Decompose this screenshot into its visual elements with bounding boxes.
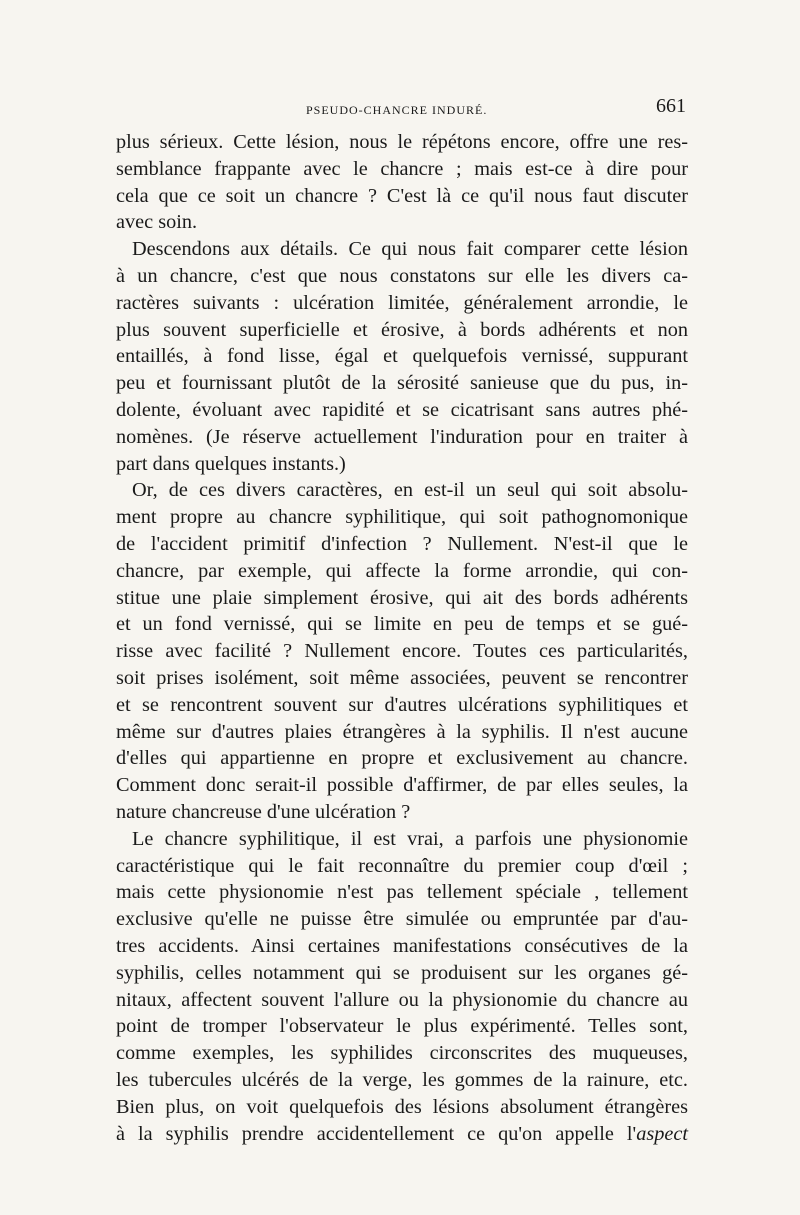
page-header: [116, 95, 688, 129]
text-line: entaillés, à fond lisse, égal et quelquefois vernissé, suppurant: [116, 345, 688, 368]
text-line: Comment donc serait-il possible d'affirmer, de par elles seules, la: [116, 774, 688, 797]
text-line: syphilis, celles notamment qui se produisent sur les organes gé-: [116, 961, 688, 984]
text-line: Descendons aux détails. Ce qui nous fait comparer cette lésion: [132, 238, 688, 261]
text-line: plus souvent superficielle et érosive, à bords adhérents et non: [116, 318, 688, 341]
text-line: et un fond vernissé, qui se limite en peu de temps et se gué-: [116, 613, 688, 636]
text-line: ractères suivants : ulcération limitée, généralement arrondie, le: [116, 291, 688, 314]
text-line: tres accidents. Ainsi certaines manifestations consécutives de la: [116, 935, 688, 957]
text-line: nitaux, affectent souvent l'allure ou la physionomie du chancre au: [116, 988, 688, 1011]
text-line: dolente, évoluant avec rapidité et se cicatrisant sans autres phé-: [116, 399, 688, 421]
text-line: cela que ce soit un chancre ? C'est là ce qu'il nous faut discuter: [116, 184, 688, 207]
text-line: Le chancre syphilitique, il est vrai, a parfois une physionomie: [132, 827, 688, 850]
running-head: PSEUDO-CHANCRE INDURÉ.: [306, 103, 488, 117]
text-line: plus sérieux. Cette lésion, nous le répétons encore, offre une res-: [116, 131, 688, 153]
text-line: semblance frappante avec le chancre ; mais est-ce à dire pour: [116, 157, 688, 180]
page-number: 661: [656, 95, 686, 117]
text-line: à la syphilis prendre accidentellement ce qu'on appelle l'aspect: [116, 1122, 688, 1145]
text-line: part dans quelques instants.): [116, 452, 346, 475]
book-page: [116, 95, 688, 1145]
text-line: risse avec facilité ? Nullement encore. Toutes ces particularités,: [116, 640, 688, 663]
text-line: point de tromper l'observateur le plus expérimenté. Telles sont,: [116, 1015, 688, 1038]
italic-word: aspect: [636, 1122, 688, 1145]
text-line: soit prises isolément, soit même associées, peuvent se rencontrer: [116, 667, 688, 689]
text-line: avec soin.: [116, 211, 198, 234]
text-line: nature chancreuse d'une ulcération ?: [116, 801, 411, 823]
text-line: d'elles qui appartienne en propre et exclusivement au chancre.: [116, 747, 688, 770]
text-line: les tubercules ulcérés de la verge, les gommes de la rainure, etc.: [116, 1069, 688, 1091]
text-line: à un chancre, c'est que nous constatons sur elle les divers ca-: [116, 265, 688, 287]
text-line: Or, de ces divers caractères, en est-il un seul qui soit absolu-: [132, 479, 688, 502]
text-line: peu et fournissant plutôt de la sérosité sanieuse que du pus, in-: [116, 372, 688, 395]
text-line: stitue une plaie simplement érosive, qui ait des bords adhérents: [116, 586, 688, 609]
text-line: mais cette physionomie n'est pas tellement spéciale , tellement: [116, 881, 688, 904]
text-line: chancre, par exemple, qui affecte la forme arrondie, qui con-: [116, 559, 688, 582]
text-line: comme exemples, les syphilides circonscrites des muqueuses,: [116, 1042, 688, 1065]
text-line: même sur d'autres plaies étrangères à la syphilis. Il n'est aucune: [116, 720, 688, 743]
text-line: et se rencontrent souvent sur d'autres ulcérations syphilitiques et: [116, 693, 688, 716]
text-line: Bien plus, on voit quelquefois des lésions absolument étrangères: [116, 1095, 688, 1118]
text-line: de l'accident primitif d'infection ? Nullement. N'est-il que le: [116, 533, 688, 555]
text-line: nomènes. (Je réserve actuellement l'induration pour en traiter à: [116, 425, 688, 448]
text-line: ment propre au chancre syphilitique, qui soit pathognomonique: [116, 506, 688, 529]
text-line: caractéristique qui le fait reconnaître du premier coup d'œil ;: [116, 854, 688, 877]
text-line: exclusive qu'elle ne puisse être simulée ou empruntée par d'au-: [116, 908, 688, 931]
